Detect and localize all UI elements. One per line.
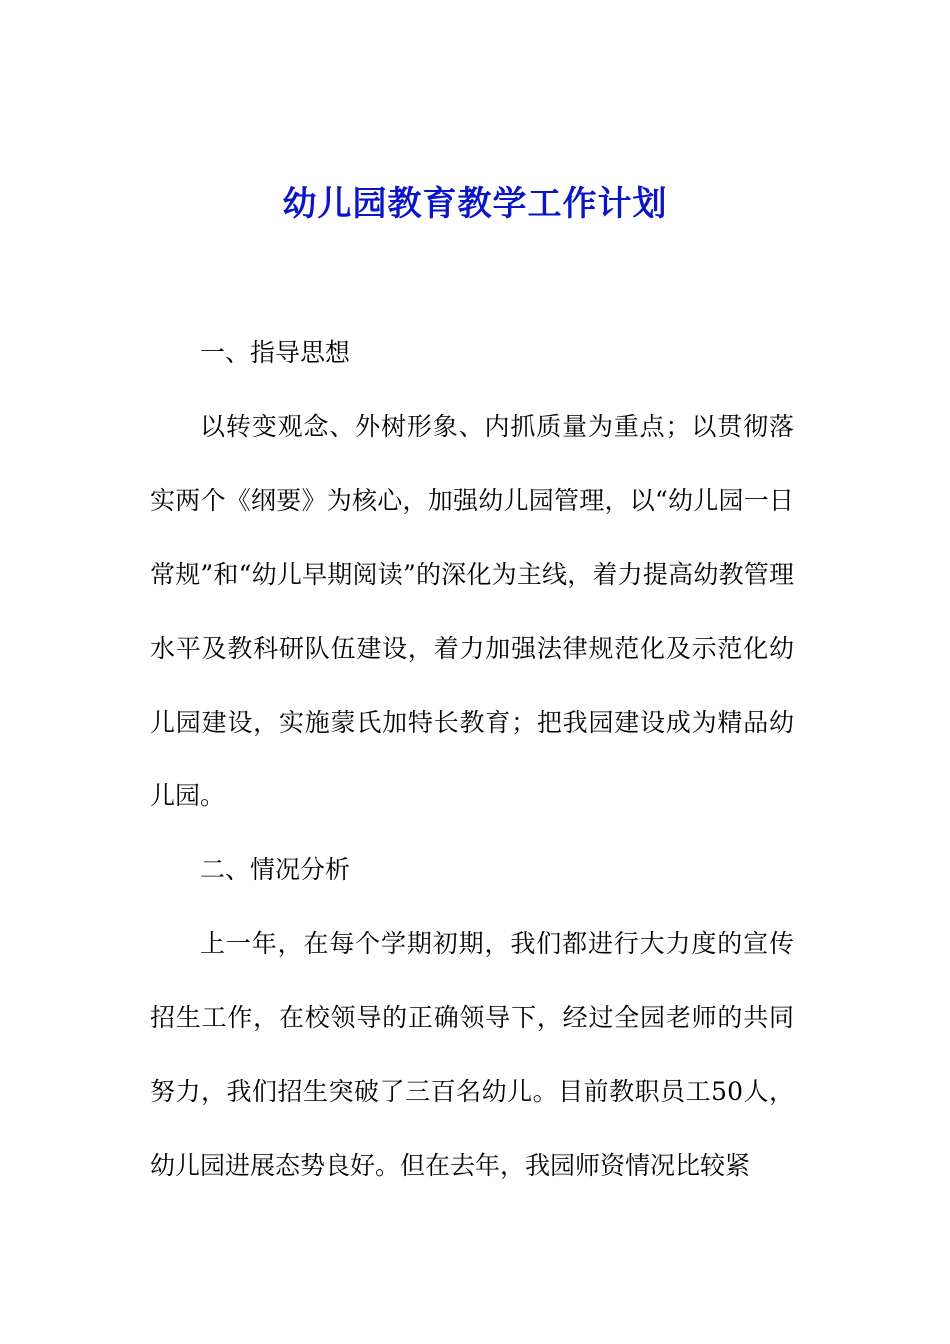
paragraph-guiding-ideology: 以转变观念、外树形象、内抓质量为重点；以贯彻落实两个《纲要》为核心，加强幼儿园管理，以“幼儿园一日常规”和“幼儿早期阅读”的深化为主线，着力提高幼教管理水平及教科研队伍建设，着力加强法律规范化及示范化幼儿园建设，实施蒙氏加特长教育；把我园建设成为精品幼儿园。: [150, 411, 794, 811]
paragraph-situation-analysis: 上一年，在每个学期初期，我们都进行大力度的宣传招生工作，在校领导的正确领导下，经过全园老师的共同努力，我们招生突破了三百名幼儿。目前教职员工50人，幼儿园进展态势良好。但在去年，我园师资情况比较紧: [150, 929, 794, 1180]
section-heading-guiding-ideology: 一、指导思想: [200, 338, 351, 367]
document-body: [150, 316, 794, 1203]
document-title: 幼儿园教育教学工作计划: [282, 184, 668, 224]
section-heading-situation-analysis: 二、情况分析: [200, 855, 351, 885]
